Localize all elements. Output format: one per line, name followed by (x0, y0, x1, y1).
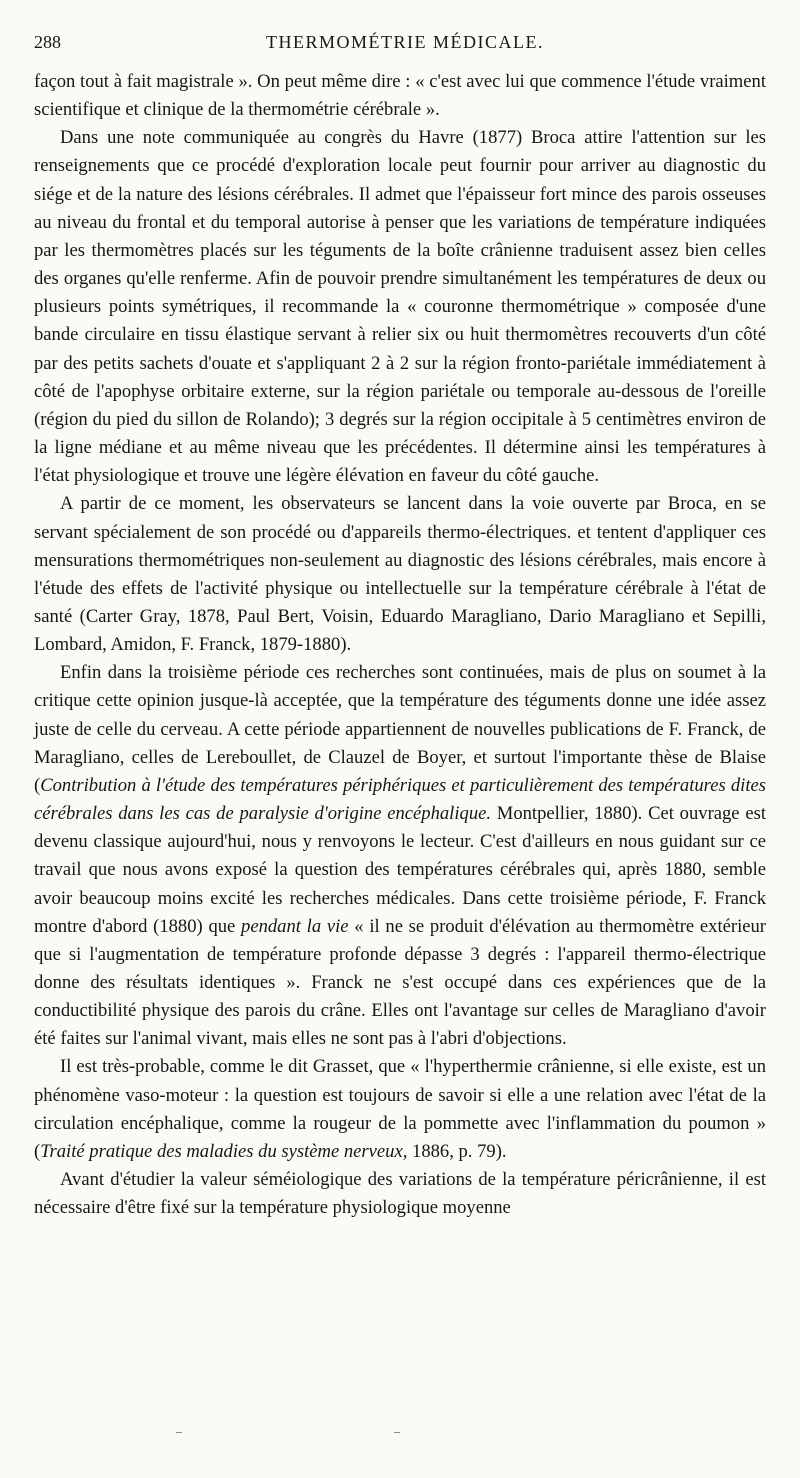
italic-text: Traité pratique des maladies du système nerveux, (40, 1140, 408, 1162)
text-run: A partir de ce moment, les observateurs se lancent dans la voie ouverte par Broca, en se servant spécialement de son procédé ou d'appareils thermo-électriques. et tentent d'appliquer ces mensurations thermométriques non-seulement au diagnostic des lésions cérébrales, mais encore à l'étude des effets de l'activité physique ou intellectuelle sur la température cérébrale à l'état de santé (Carter Gray, 1878, Paul Bert, Voisin, Eduardo Maragliano, Dario Maragliano et Sepilli, Lombard, Amidon, F. Franck, 1879-1880). (34, 493, 766, 656)
text-run: « il ne se produit d'élévation au thermomètre extérieur que si l'augmentation de température profonde dépasse 3 degrés : l'appareil thermo-électrique donne des résultats identiques ». Franck ne s'est occupé dans ces expériences que de la conductibilité physique des parois du crâne. Elles ont l'avantage sur celles de Maragliano d'avoir été faites sur l'animal vivant, mais elles ne sont pas à l'abri d'objections. (34, 915, 766, 1050)
text-run: Avant d'étudier la valeur séméiologique des variations de la température péricrânienne, il est nécessaire d'être fixé sur la température physiologique moyenne (34, 1169, 766, 1219)
page-number: 288 (34, 32, 61, 52)
paragraph (34, 490, 766, 659)
text-run: Montpellier, 1880). Cet ouvrage est devenu classique aujourd'hui, nous y renvoyons le lecteur. C'est d'ailleurs en nous guidant sur ce travail que nous avons exposé la question des températures cérébrales qui, après 1880, semble avoir beaucoup moins excité les recherches médicales. Dans cette troisième période, F. Franck montre d'abord (1880) que (34, 803, 766, 937)
italic-text: Contribution à l'étude des températures périphériques et particulièrement des températures dites cérébrales dans les cas de paralysie d'origine encéphalique. (34, 774, 766, 825)
document-page (34, 28, 766, 1222)
italic-text: pendant la vie (241, 915, 349, 937)
paragraph (34, 124, 766, 490)
body-text (34, 68, 766, 1222)
text-run: 1886, p. 79). (407, 1140, 507, 1162)
scan-mark (394, 1432, 400, 1433)
paragraph (34, 1166, 766, 1222)
text-run: Dans une note communiquée au congrès du Havre (1877) Broca attire l'attention sur les renseignements que ce procédé d'exploration locale peut fournir pour arriver au diagnostic du siége et de la nature des lésions cérébrales. Il admet que l'épaisseur fort mince des parois osseuses au niveau du frontal et du temporal autorise à penser que les variations de température indiquées par les thermomètres placés sur les téguments de la boîte crânienne traduisent assez bien celles des organes qu'elle renferme. Afin de pouvoir prendre simultanément les températures de deux ou plusieurs points symétriques, il recommande la « couronne thermométrique » composée d'une bande circulaire en tissu élastique servant à relier six ou huit thermomètres recouverts d'un côté par des petits sachets d'ouate et s'appliquant 2 à 2 sur la région fronto-pariétale immédiatement à côté de l'apophyse orbitaire externe, sur la région pariétale ou temporale au-dessous de l'oreille (région du pied du sillon de Rolando); 3 degrés sur la région occipitale à 5 centimètres environ de la ligne médiane et au même niveau que les précédentes. Il détermine ainsi les températures à l'état physiologique et trouve une légère élévation en faveur du côté gauche. (34, 127, 766, 487)
running-title: THERMOMÉTRIE MÉDICALE. (266, 32, 544, 52)
text-run: Il est très-probable, comme le dit Grasset, que « l'hyperthermie crânienne, si elle existe, est un phénomène vaso-moteur : la question est toujours de savoir si elle a une relation avec l'état de la circulation encéphalique, comme la rougeur de la pommette avec l'inflammation du poumon » ( (34, 1056, 766, 1162)
running-header (34, 28, 766, 60)
paragraph (34, 68, 766, 124)
text-run: façon tout à fait magistrale ». On peut même dire : « c'est avec lui que commence l'étude vraiment scientifique et clinique de la thermométrie cérébrale ». (34, 71, 766, 121)
scan-mark (176, 1432, 182, 1433)
paragraph (34, 1053, 766, 1166)
paragraph (34, 659, 766, 1053)
text-run: Enfin dans la troisième période ces recherches sont continuées, mais de plus on soumet à la critique cette opinion jusque-là acceptée, que la température des téguments donne une idée assez juste de celle du cerveau. A cette période appartiennent de nouvelles publications de F. Franck, de Maragliano, celles de Lereboullet, de Clauzel de Boyer, et surtout l'importante thèse de Blaise ( (34, 662, 766, 796)
bottom-scan-marks (0, 1432, 800, 1444)
